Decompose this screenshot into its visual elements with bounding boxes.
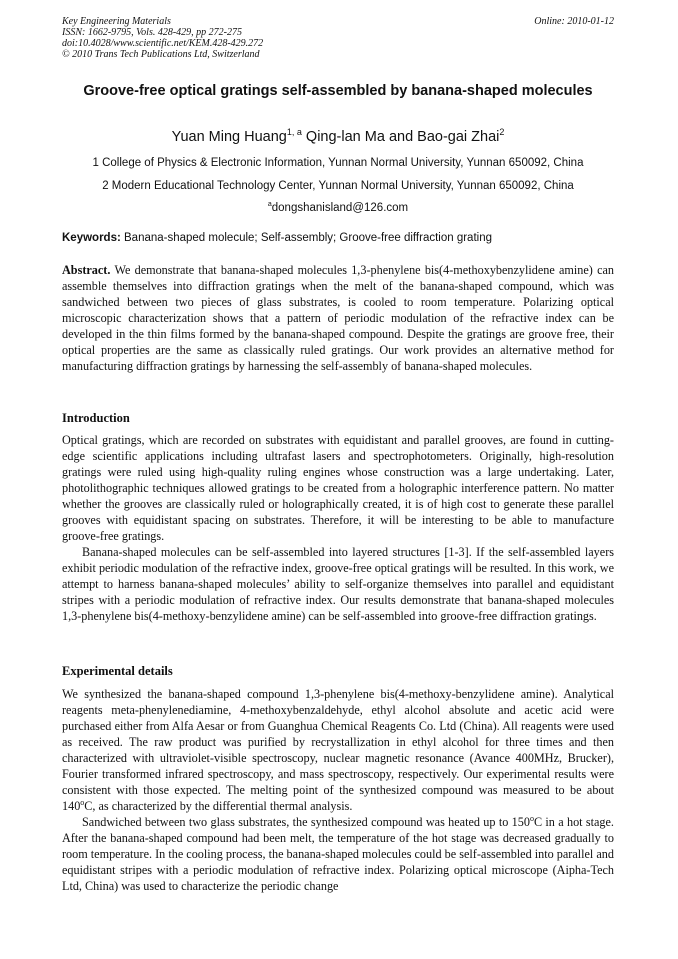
author-superscript: 1, a	[286, 127, 302, 137]
introduction-body	[62, 432, 614, 624]
paragraph: We synthesized the banana-shaped compound 1,3-phenylene bis(4-methoxy-benzylidene amine). Analytical reagents meta-phenylenediamine, 4-methoxybenzaldehyde, ethyl alcohol absolute and acetic acid were purchased either from Alfa Aesar or from Guanghua Chemical Reagents Co. Ltd (China). All reagents were used as received. The raw product was purified by recrystallization in ethyl alcohol for three times and then characterized with ultraviolet-visible spectroscopy, nuclear magnetic resonance (Avance 400MHz, Brucker), Fourier transformed infrared spectroscopy, and mass spectroscopy, respectively. Our experimental results were consistent with those expected. The melting point of the synthesized compound was measured to be about 140$^o$C, as characterized by the differential thermal analysis.	[62, 687, 614, 813]
affiliation-1: 1 College of Physics & Electronic Information, Yunnan Normal University, Yunnan 650092, China	[92, 157, 584, 169]
author-connector: and	[388, 129, 414, 145]
abstract	[62, 262, 614, 374]
journal-header	[62, 16, 614, 60]
paragraph: Optical gratings, which are recorded on substrates with equidistant and parallel grooves, are found in cutting-edge scientific applications including ultrafast lasers and spectrophotometers. Originally, high-resolution gratings were ruled using high-quality ruling engines whose construction was a large undertaking. Later, photolithographic techniques allowed gratings to be created from a holographic interference pattern. No matter whether the grooves are classically ruled or holographically created, it is of high cost to generate these parallel grooves with equidistant spacing on substrates. Therefore, it will be interesting to be able to manufacture groove-free gratings.	[62, 433, 614, 543]
email-line	[62, 201, 614, 215]
issn-line: ISSN: 1662-9795, Vols. 428-429, pp 272-275	[62, 27, 242, 38]
abstract-label: Abstract.	[62, 263, 111, 277]
author-name: Bao-gai Zhai	[417, 129, 500, 145]
keywords	[62, 231, 614, 245]
affiliation-2: 2 Modern Educational Technology Center, Yunnan Normal University, Yunnan 650092, China	[102, 180, 574, 192]
email-superscript: a	[267, 201, 272, 208]
author-superscript: 2	[499, 127, 505, 137]
doi-line: doi:10.4028/www.scientific.net/KEM.428-429.272	[62, 38, 264, 49]
section-heading-experimental: Experimental details	[62, 664, 173, 678]
copyright-line: © 2010 Trans Tech Publications Ltd, Switzerland	[62, 49, 260, 60]
online-date: Online: 2010-01-12	[534, 16, 614, 27]
abstract-text: We demonstrate that banana-shaped molecules 1,3-phenylene bis(4-methoxybenzylidene amine) can assemble themselves into diffraction gratings when the melt of the banana-shaped compound, which was sandwiched between two pieces of glass substrates, is cooled to room temperature. Polarizing optical microscopic characterization shows that a pattern of periodic modulation of the refractive index can be developed in the thin films formed by the banana-shaped compound. Despite the gratings are groove free, their optical properties are the same as classically ruled gratings. Our work provides an alternative method for manufacturing diffraction gratings by harnessing the self-assembly of banana-shaped molecules.	[62, 263, 615, 373]
keywords-label: Keywords:	[62, 232, 121, 244]
paper-title: Groove-free optical gratings self-assembled by banana-shaped molecules	[83, 83, 593, 99]
email-address: dongshanisland@126.com	[271, 202, 409, 214]
section-heading-introduction: Introduction	[62, 411, 130, 425]
author-name: Qing-lan Ma	[305, 129, 385, 145]
keywords-text: Banana-shaped molecule; Self-assembly; Groove-free diffraction grating	[124, 232, 492, 244]
author-list	[62, 128, 614, 146]
journal-name: Key Engineering Materials	[62, 16, 171, 27]
paragraph: Banana-shaped molecules can be self-assembled into layered structures [1-3]. If the self-assembled layers exhibit periodic modulation of the refractive index, groove-free optical gratings will be resulted. In this work, we attempt to harness banana-shaped molecules’ ability to self-organize themselves into parallel and equidistant stripes with a periodic modulation of refractive index. Our results demonstrate that banana-shaped molecules 1,3-phenylene bis(4-methoxy-benzylidene amine) can be self-assembled into groove-free diffraction gratings.	[62, 545, 614, 623]
experimental-body	[62, 686, 614, 894]
paragraph: Sandwiched between two glass substrates, the synthesized compound was heated up to 150$^o$C in a hot stage. After the banana-shaped compound had been melt, the temperature of the hot stage was decreased gradually to room temperature. In the cooling process, the banana-shaped molecules could be self-assembled into parallel and equidistant stripes with a periodic modulation of refractive index. Polarizing optical microscope (Aipha-Tech Ltd, China) was used to characterize the periodic change	[62, 814, 614, 893]
author-name: Yuan Ming Huang	[171, 129, 287, 145]
